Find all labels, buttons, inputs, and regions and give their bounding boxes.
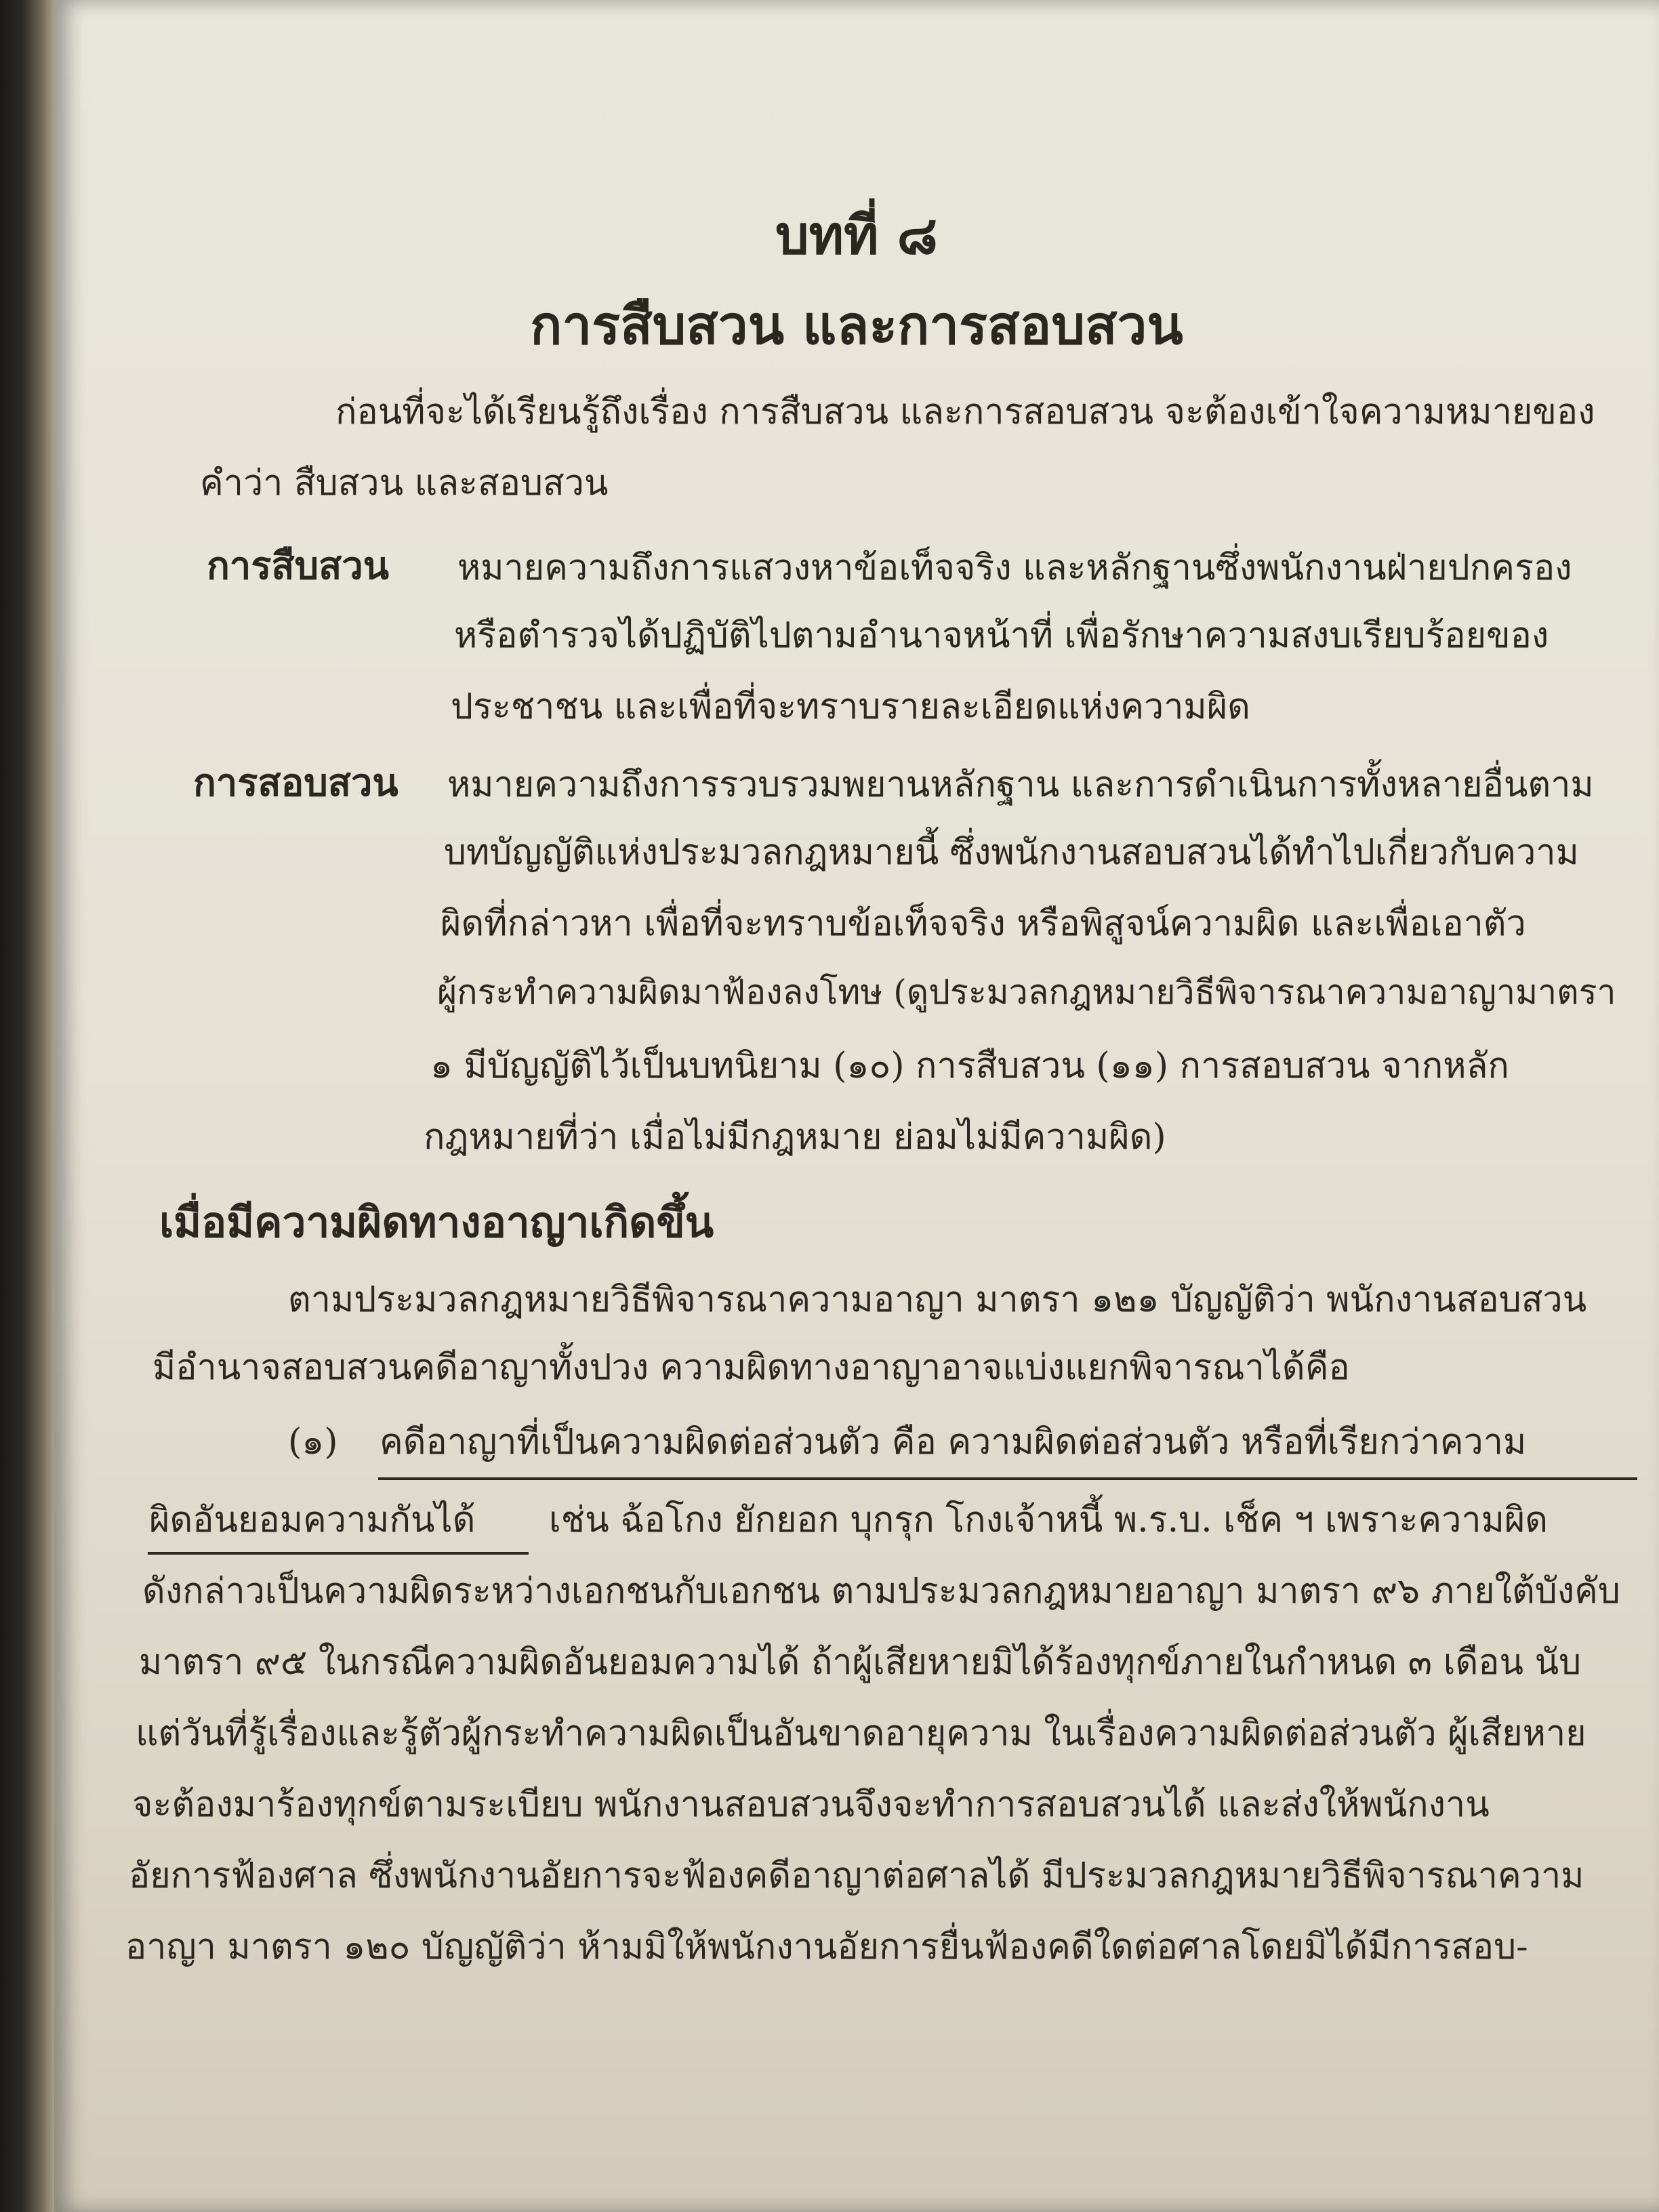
underline-rule xyxy=(148,1552,529,1555)
page-content xyxy=(54,0,1659,2212)
book-page xyxy=(54,0,1659,2212)
underline-rule xyxy=(378,1477,1637,1480)
item-line: เช่น ฉ้อโกง ยักยอก บุกรุก โกงเจ้าหนี้ พ.ร.บ. เช็ค ฯ เพราะความผิด xyxy=(549,1500,1549,1540)
item-line: มาตรา ๙๕ ในกรณีความผิดอันยอมความได้ ถ้าผู้เสียหายมิได้ร้องทุกข์ภายในกำหนด ๓ เดือน นับ xyxy=(139,1642,1582,1683)
intro-line-1: ก่อนที่จะได้เรียนรู้ถึงเรื่อง การสืบสวน และการสอบสวน จะต้องเข้าใจความหมายของ xyxy=(335,392,1595,432)
item-line: อัยการฟ้องศาล ซึ่งพนักงานอัยการจะฟ้องคดีอาญาต่อศาลได้ มีประมวลกฎหมายวิธีพิจารณาความ xyxy=(129,1856,1584,1896)
definition-term-inquiry: การสอบสวน xyxy=(193,760,398,805)
item-heading-underlined: คดีอาญาที่เป็นความผิดต่อส่วนตัว คือ ความผิดต่อส่วนตัว หรือที่เรียกว่าความ xyxy=(380,1422,1527,1462)
chapter-title: การสืบสวน และการสอบสวน xyxy=(530,295,1183,356)
definition-line: หมายความถึงการแสวงหาข้อเท็จจริง และหลักฐานซึ่งพนักงานฝ่ายปกครอง xyxy=(457,548,1572,588)
definition-line: ผิดที่กล่าวหา เพื่อที่จะทราบข้อเท็จจริง หรือพิสูจน์ความผิด และเพื่อเอาตัว xyxy=(441,903,1526,944)
item-heading-underlined-continued: ผิดอันยอมความกันได้ xyxy=(149,1500,476,1540)
definition-line: หรือตำรวจได้ปฏิบัติไปตามอำนาจหน้าที่ เพื่อรักษาความสงบเรียบร้อยของ xyxy=(454,615,1549,656)
definition-line: ๑ มีบัญญัติไว้เป็นบทนิยาม (๑๐) การสืบสวน (๑๑) การสอบสวน จากหลัก xyxy=(430,1046,1509,1086)
definition-line: กฎหมายที่ว่า เมื่อไม่มีกฎหมาย ย่อมไม่มีความผิด) xyxy=(424,1117,1166,1158)
item-line: ดังกล่าวเป็นความผิดระหว่างเอกชนกับเอกชน ตามประมวลกฎหมายอาญา มาตรา ๙๖ ภายใต้บังคับ xyxy=(142,1571,1620,1612)
section-paragraph-line-2: มีอำนาจสอบสวนคดีอาญาทั้งปวง ความผิดทางอาญาอาจแบ่งแยกพิจารณาได้คือ xyxy=(152,1347,1350,1388)
definition-line: ผู้กระทำความผิดมาฟ้องลงโทษ (ดูประมวลกฎหมายวิธีพิจารณาความอาญามาตรา xyxy=(437,972,1616,1012)
book-spine xyxy=(0,0,54,2212)
section-paragraph-line-1: ตามประมวลกฎหมายวิธีพิจารณาความอาญา มาตรา ๑๒๑ บัญญัติว่า พนักงานสอบสวน xyxy=(288,1279,1587,1320)
definition-term-investigation: การสืบสวน xyxy=(207,544,390,588)
item-number: (๑) xyxy=(288,1422,338,1462)
chapter-number: บทที่ ๘ xyxy=(775,205,938,266)
item-line: แต่วันที่รู้เรื่องและรู้ตัวผู้กระทำความผิดเป็นอันขาดอายุความ ในเรื่องความผิดต่อส่วนตัว ผู้เสียหาย xyxy=(136,1713,1586,1754)
item-line: จะต้องมาร้องทุกข์ตามระเบียบ พนักงานสอบสวนจึงจะทำการสอบสวนได้ และส่งให้พนักงาน xyxy=(132,1784,1490,1825)
item-line: อาญา มาตรา ๑๒๐ บัญญัติว่า ห้ามมิให้พนักงานอัยการยื่นฟ้องคดีใดต่อศาลโดยมิได้มีการสอบ- xyxy=(125,1927,1528,1967)
definition-line: ประชาชน และเพื่อที่จะทราบรายละเอียดแห่งความผิด xyxy=(451,687,1250,727)
section-heading: เมื่อมีความผิดทางอาญาเกิดขึ้น xyxy=(159,1197,714,1247)
definition-line: หมายความถึงการรวบรวมพยานหลักฐาน และการดำเนินการทั้งหลายอื่นตาม xyxy=(447,764,1594,805)
intro-line-2: คำว่า สืบสวน และสอบสวน xyxy=(200,463,609,504)
definition-line: บทบัญญัติแห่งประมวลกฎหมายนี้ ซึ่งพนักงานสอบสวนได้ทำไปเกี่ยวกับความ xyxy=(444,832,1579,873)
